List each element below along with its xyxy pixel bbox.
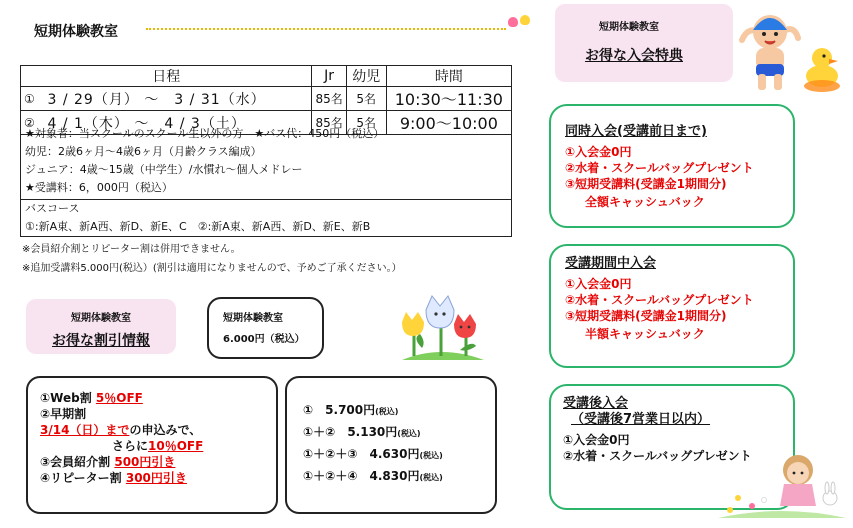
tulip-illustration: [392, 292, 490, 362]
price-box-title: 短期体験教室: [223, 313, 283, 324]
info-line: ★受講料：6，000円（税込）: [25, 181, 173, 194]
price-line: ①＋②＋③ 4.630円(税込): [303, 447, 443, 461]
discount-early-more: さらに10％OFF: [112, 439, 204, 453]
price-box: [207, 297, 324, 359]
benefit-item: ③短期受講料(受講金1期間分): [565, 177, 727, 191]
discount-label-big: お得な割引情報: [52, 333, 150, 349]
row-jr: 85名: [312, 111, 346, 135]
info-line: ★対象者：当スクールのスクール生以外の方 ★バス代：450円（税込）: [25, 127, 385, 140]
benefit-item: ②水着・スクールバッグプレゼント: [565, 293, 754, 307]
benefit-item: ②水着・スクールバッグプレゼント: [563, 449, 752, 463]
benefit-item: ②水着・スクールバッグプレゼント: [565, 161, 754, 175]
benefit-card: [549, 244, 795, 368]
flower-icon: [508, 17, 518, 27]
swimmer-illustration: [728, 4, 840, 96]
benefit-item: ③短期受講料(受講金1期間分): [565, 309, 727, 323]
info-line: 幼児：2歳6ヶ月〜4歳6ヶ月（月齢クラス編成）: [25, 145, 262, 158]
benefit-subtitle: （受講後7営業日以内）: [571, 412, 711, 427]
page-title: 短期体験教室: [34, 24, 118, 40]
info-line: ジュニア：4歳〜15歳（中学生）/水慣れ〜個人メドレー: [25, 163, 303, 176]
row-date: 3 / 29（月） 〜 3 / 31（水）: [45, 87, 312, 111]
discount-early-value: 10％OFF: [148, 439, 204, 453]
bus-title: バスコース: [25, 202, 80, 215]
discount-web-value: 5％OFF: [95, 391, 143, 405]
col-header-date: 日程: [21, 66, 312, 87]
row-number: ①: [21, 87, 45, 111]
benefit-item: ①入会金0円: [565, 145, 632, 159]
discount-box: [26, 376, 278, 514]
girl-illustration: [718, 448, 846, 520]
flower-icon: [520, 15, 530, 25]
discount-web: ①Web割 5％OFF: [40, 391, 143, 405]
col-header-time: 時間: [386, 66, 511, 87]
row-kid: 5名: [346, 87, 386, 111]
benefit-extra: 半額キャッシュバック: [585, 327, 705, 341]
price-line: ①＋② 5.130円(税込): [303, 425, 421, 439]
note-line: ※追加受講料5.000円(税込）(割引は適用になりませんので、予めご了承ください。）: [22, 263, 402, 274]
benefit-extra: 全額キャッシュバック: [585, 195, 705, 209]
discount-repeat-value: 300円引き: [125, 471, 187, 485]
discount-member: ③会員紹介割 500円引き: [40, 455, 176, 469]
dotted-divider: [146, 28, 506, 30]
row-kid: 5名: [346, 111, 386, 135]
col-header-jr: Jr: [312, 66, 346, 87]
benefit-label-big: お得な入会特典: [585, 48, 683, 64]
benefit-title: 受講後入会: [563, 396, 629, 411]
discount-label-small: 短期体験教室: [71, 313, 131, 324]
course-info: [20, 125, 512, 200]
discount-member-value: 500円引き: [114, 455, 176, 469]
row-number: ②: [21, 111, 45, 135]
price-box-price: 6.000円（税込）: [223, 334, 305, 345]
discount-repeat: ④リピーター割 300円引き: [40, 471, 187, 485]
price-list-box: [285, 376, 497, 514]
benefit-title: 受講期間中入会: [565, 256, 657, 271]
price-line: ①＋②＋④ 4.830円(税込): [303, 469, 443, 483]
bus-course: [20, 199, 512, 237]
discount-label: [26, 299, 176, 354]
price-line: ① 5.700円(税込): [303, 403, 399, 417]
discount-early-title: ②早期割: [40, 407, 87, 421]
row-jr: 85名: [312, 87, 346, 111]
row-time: 9:00〜10:00: [386, 111, 511, 135]
bus-route: ①:新A東、新A西、新D、新E、C ②:新A東、新A西、新D、新E、新B: [25, 220, 371, 233]
row-time: 10:30〜11:30: [386, 87, 511, 111]
benefit-card: [549, 104, 795, 228]
benefit-item: ①入会金0円: [563, 433, 630, 447]
benefit-label-small: 短期体験教室: [599, 22, 659, 33]
benefit-item: ①入会金0円: [565, 277, 632, 291]
note-line: ※会員紹介割とリピーター割は併用できません。: [22, 244, 241, 255]
discount-early: 3/14（日）までの申込みで、: [40, 423, 202, 437]
table-row: [21, 87, 512, 111]
benefit-label: [555, 4, 733, 82]
row-date: 4 / 1（木） 〜 4 / 3（土）: [45, 111, 312, 135]
discount-early-date: 3/14（日）まで: [40, 423, 130, 437]
benefit-title: 同時入会(受講前日まで): [565, 124, 707, 139]
col-header-kid: 幼児: [346, 66, 386, 87]
